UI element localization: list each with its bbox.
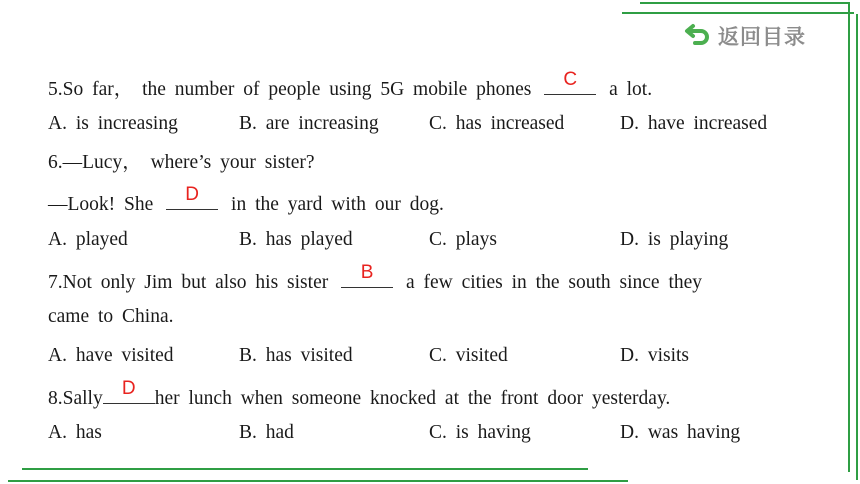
- answer-blank: [341, 262, 393, 288]
- option: C. visited: [429, 345, 508, 366]
- question-6: 6.—Lucy， where’s your sister?: [48, 152, 315, 173]
- question-7-continued: came to China.: [48, 306, 174, 327]
- option: B. are increasing: [239, 113, 379, 134]
- option: A. has: [48, 422, 102, 443]
- option: D. visits: [620, 345, 690, 366]
- answer-mark: C: [563, 69, 578, 90]
- option: C. plays: [429, 229, 497, 250]
- option: A. have visited: [48, 345, 174, 366]
- option: B. had: [239, 422, 294, 443]
- answer-mark: D: [185, 184, 200, 205]
- option: C. is having: [429, 422, 531, 443]
- option: D. is playing: [620, 229, 729, 250]
- answer-blank: [103, 378, 155, 404]
- option: C. has increased: [429, 113, 565, 134]
- options-7: [48, 344, 808, 368]
- frame-border: [856, 14, 858, 480]
- answer-mark: B: [360, 262, 374, 283]
- answer-blank: [544, 69, 596, 95]
- options-6: [48, 228, 808, 252]
- option: D. was having: [620, 422, 741, 443]
- back-to-contents-button[interactable]: [684, 22, 806, 50]
- options-5: [48, 112, 808, 136]
- frame-border: [848, 2, 850, 472]
- option: B. has visited: [239, 345, 353, 366]
- option: A. is increasing: [48, 113, 178, 134]
- options-8: [48, 421, 808, 445]
- question-7: 7.Not only Jim but also his sister B a few cities in the south since they: [48, 262, 703, 293]
- question-8: 8.Sally D her lunch when someone knocked at the front door yesterday.: [48, 378, 671, 409]
- question-6-response: —Look! She D in the yard with our dog.: [48, 184, 444, 215]
- back-to-contents-label: 返回目录: [718, 25, 806, 49]
- frame-border: [622, 12, 854, 14]
- frame-border: [22, 468, 588, 470]
- option: B. has played: [239, 229, 353, 250]
- answer-blank: [166, 184, 218, 210]
- frame-border: [640, 2, 850, 4]
- answer-mark: D: [121, 378, 136, 399]
- return-arrow-icon: [684, 22, 712, 51]
- question-5: 5.So far， the number of people using 5G mobile phones C a lot.: [48, 69, 653, 100]
- option: A. played: [48, 229, 128, 250]
- frame-border: [8, 480, 628, 482]
- option: D. have increased: [620, 113, 768, 134]
